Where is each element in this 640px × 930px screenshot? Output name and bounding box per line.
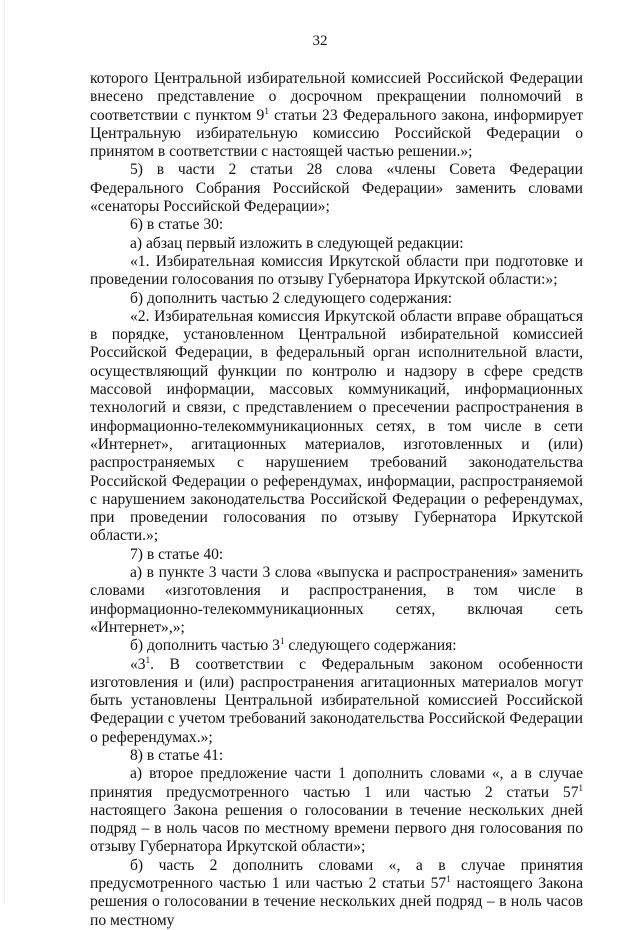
paragraph-p10	[90, 637, 583, 655]
superscript: 1	[264, 105, 269, 116]
text-run: . В соответствии с Федеральным законом особенности изготовления и (или) распространения агитационных материалов могут быть установлены Центральной избирательной комиссией Российской Федерации с учетом требований законодательства Российской Федерации о референдумах.»;	[90, 655, 583, 746]
text-run: настоящего Закона решения о голосовании в течение нескольких дней подряд – в ноль часов по местному	[90, 875, 583, 929]
paragraph-p8	[90, 546, 583, 564]
text-run: 8) в статье 41:	[130, 746, 224, 764]
text-run: а) второе предложение части 1 дополнить словами «, а в случае принятия предусмотренного частью 1 или частью 2 статьи 57	[90, 765, 583, 801]
paragraph-p2	[90, 161, 583, 216]
paragraph-p9	[90, 564, 583, 637]
document-body	[90, 70, 583, 930]
page-number: 32	[312, 33, 328, 49]
text-run: 7) в статье 40:	[130, 545, 224, 563]
paragraph-p13	[90, 765, 583, 856]
text-run: настоящего Закона решения о голосовании в течение нескольких дней подряд – в ноль часов по местному времени первого дня голосования по отзыву Губернатора Иркутской области»;	[90, 801, 583, 856]
paragraph-p14	[90, 857, 583, 930]
text-run: б) часть 2 дополнить словами «, а в случае принятия предусмотренного частью 1 или частью 2 статьи 57	[90, 856, 583, 893]
superscript: 1	[279, 636, 285, 647]
text-run: «3	[130, 655, 146, 673]
text-run: 5) в части 2 статьи 28 слова «члены Совета Федерации Федерального Собрания Российской Федерации» заменить словами «сенаторы Российской Федерации»;	[90, 161, 583, 216]
text-run: а) в пункте 3 части 3 слова «выпуска и распространения» заменить словами «изготовления и распространения, в том числе в информационно-телекоммуникационных сетях, включая сеть «Интернет»,»;	[90, 564, 583, 636]
paragraph-p3	[90, 216, 583, 234]
superscript: 1	[578, 782, 583, 793]
text-run: «2. Избирательная комиссия Иркутской области вправе обращаться в порядке, установленном Центральной избирательной комиссией Российской Федерации, в федеральный орган исполнительной власти, осуществляющий функции по контролю и надзору в сфере средств массовой информации, массовых коммуникаций, информационных технологий и связи, с представлением о пресечении распространения в информационно-телекоммуникационных сетях, в том числе в сети «Интернет», агитационных материалов, изготовленных и (или) распространяемых с нарушением требований законодательства Российской Федерации о референдумах, информации, распространяемой с нарушением законодательства Российской Федерации о референдумах, при проведении голосования по отзыву Губернатора Иркутской области.»;	[90, 307, 583, 545]
text-run: следующего содержания:	[284, 637, 457, 655]
paragraph-p12	[90, 747, 583, 765]
text-run: а) абзац первый изложить в следующей редакции:	[130, 234, 464, 252]
text-run: б) дополнить частью 2 следующего содержания:	[130, 289, 453, 307]
superscript: 1	[446, 873, 451, 884]
paragraph-p1	[90, 70, 583, 161]
paragraph-p7	[90, 308, 583, 546]
text-run: 6) в статье 30:	[130, 216, 224, 234]
text-run: «1. Избирательная комиссия Иркутской области при подготовке и проведении голосования по отзыву Губернатора Иркутской области:»;	[90, 252, 583, 289]
paragraph-p6	[90, 290, 583, 308]
superscript: 1	[145, 654, 151, 665]
text-run: которого Центральной избирательной комиссией Российской Федерации внесено представление о досрочном прекращении полномочий в соответствии с пунктом 9	[90, 70, 583, 124]
text-run: б) дополнить частью 3	[130, 637, 280, 655]
text-run: статьи 23 Федерального закона, информирует Центральную избирательную комиссию Российской Федерации о принятом в соответствии с настоящей частью решении.»;	[90, 106, 584, 161]
paragraph-p4	[90, 235, 583, 253]
scan-edge	[4, 0, 5, 905]
paragraph-p5	[90, 253, 583, 290]
paragraph-p11	[90, 656, 583, 747]
